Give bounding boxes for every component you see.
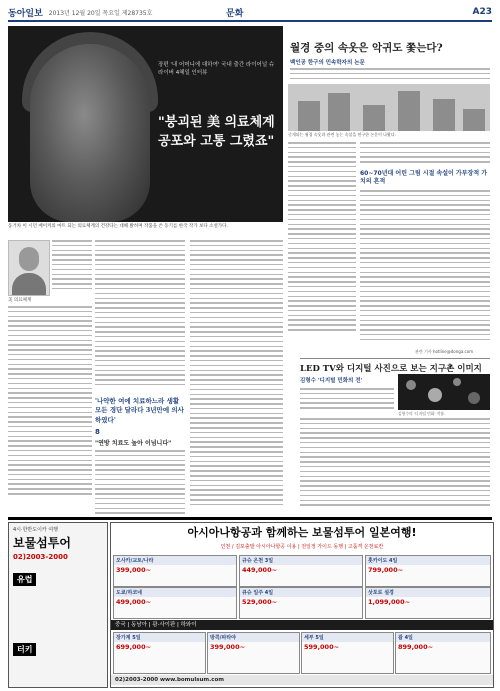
right-column-b <box>360 190 490 344</box>
led-caption: 김형수의 '디지털 민화' 작품. <box>398 411 446 416</box>
ad-left-region-europe: 유럽 <box>13 573 36 586</box>
right-column-b-top <box>360 142 490 166</box>
page-header <box>8 4 492 22</box>
author-head <box>19 247 39 271</box>
pull-number: 8 <box>95 428 100 436</box>
ad-left-region-turkey: 터키 <box>13 643 36 656</box>
article-column-1a <box>52 240 92 293</box>
section-title: 문화 <box>226 8 244 19</box>
ad-tour-cell[interactable]: 장가계 5일 699,000~ <box>113 632 206 674</box>
ad-banner: 아시아나항공과 함께하는 보물섬투어 일본여행! <box>111 523 493 543</box>
advertisement-area <box>8 517 492 688</box>
led-headline: LED TV와 디지털 사진으로 보는 지구촌 이미지 <box>300 358 490 374</box>
author-shoulder <box>12 273 46 295</box>
ad-tour-cell[interactable]: 홋카이도 4일 799,000~ <box>365 555 491 587</box>
led-subtitle: 김형수 '디지털 민화의 전' <box>300 378 363 384</box>
ad-tour-cell[interactable]: 도쿄/하코네 499,000~ <box>113 587 237 619</box>
article-column-2b <box>95 450 185 517</box>
ad-region-bar: 중국 | 동남아 | 괌·사이판 | 하와이 <box>111 620 493 630</box>
pull-quote: '나약한 여에 치료하느라 생활 모든 경단 달라다 3년만에 의사하였다' <box>95 397 184 424</box>
right-photo-caption: 중개되는 월경 속옷과 관련 놓는 속설을 연구한 논문이 나왔다. <box>288 132 397 137</box>
led-text-a <box>300 388 394 412</box>
ad-left-phone: 02)2003-2000 <box>13 553 68 561</box>
ad-tour-cell[interactable]: 세부 5일 599,000~ <box>301 632 394 674</box>
photo-tagline: 장편 '내 어머니에 대하여' 국내 출간 라이어널 슈라이버 4혜일 인터뷰 <box>158 62 275 76</box>
article-column-1b <box>8 306 92 498</box>
portrait-face <box>30 44 150 222</box>
ad-contact-bar[interactable]: 02)2003-2000 www.bomulsum.com <box>111 675 493 685</box>
led-artwork <box>398 374 490 410</box>
travel-ad-left[interactable] <box>8 522 108 688</box>
ad-tour-cell[interactable]: 방콕/파타야 399,000~ <box>207 632 300 674</box>
feature-photo <box>8 26 283 222</box>
ad-tour-cell[interactable]: 삿포로 설경 1,099,000~ <box>365 587 491 619</box>
article-subhead: "연방 치료도 높아 이넘니다" <box>95 440 172 447</box>
ad-tour-cell[interactable]: 괌 4일 899,000~ <box>395 632 491 674</box>
author-label: 美 의료체계 <box>8 298 32 303</box>
ad-left-brand: 보물섬투어 <box>13 536 71 550</box>
right-headline: 월경 중의 속옷은 악귀도 쫓는다? <box>290 42 443 54</box>
ad-tour-cell[interactable]: 큐슈 일주 4일 529,000~ <box>239 587 363 619</box>
right-column-a <box>288 142 356 334</box>
feature-quote: "붕괴된 美 의료체계 공포와 고통 그렸죠" <box>158 115 275 149</box>
travel-ad-right[interactable] <box>110 522 494 688</box>
ad-left-top: 4시·한반도이카 여행 <box>13 527 59 533</box>
author-photo <box>8 240 50 296</box>
right-lead-text <box>290 68 490 82</box>
right-box-title: 60~70년대 어린 그림 시절 속설이 가부장적 가치의 흔적 <box>360 170 487 186</box>
article-column-2a <box>95 240 185 389</box>
right-subtitle: 백인공 한구의 민속학자의 논문 <box>290 60 365 66</box>
ad-tour-cell[interactable]: 규슈 온천 3일 449,000~ <box>239 555 363 587</box>
issue-date: 2013년 12월 20일 목요일 제28735호 <box>48 9 153 17</box>
page-number: A23 <box>472 7 492 17</box>
article-column-3 <box>190 240 283 509</box>
ad-subline: 인천 / 김포출발 아시아나항공 이용 | 전일정 가이드 동행 | 고품격 온천료칸 <box>220 544 384 550</box>
led-text-b <box>300 418 490 509</box>
photo-caption: 동거차 이 시던 베이커의 마트 되는 의료체계의 건강다는 대해 밝히며 작품을 쓴 동기를 한국 작가 보다 소설가다. <box>8 224 228 229</box>
right-byline: 관련 기사 hotline@donga.com <box>415 349 474 354</box>
newspaper-brand: 동아일보 <box>8 8 43 19</box>
right-photo <box>288 84 490 131</box>
ad-tour-cell[interactable]: 오사카/교토/나라 399,000~ <box>113 555 237 587</box>
